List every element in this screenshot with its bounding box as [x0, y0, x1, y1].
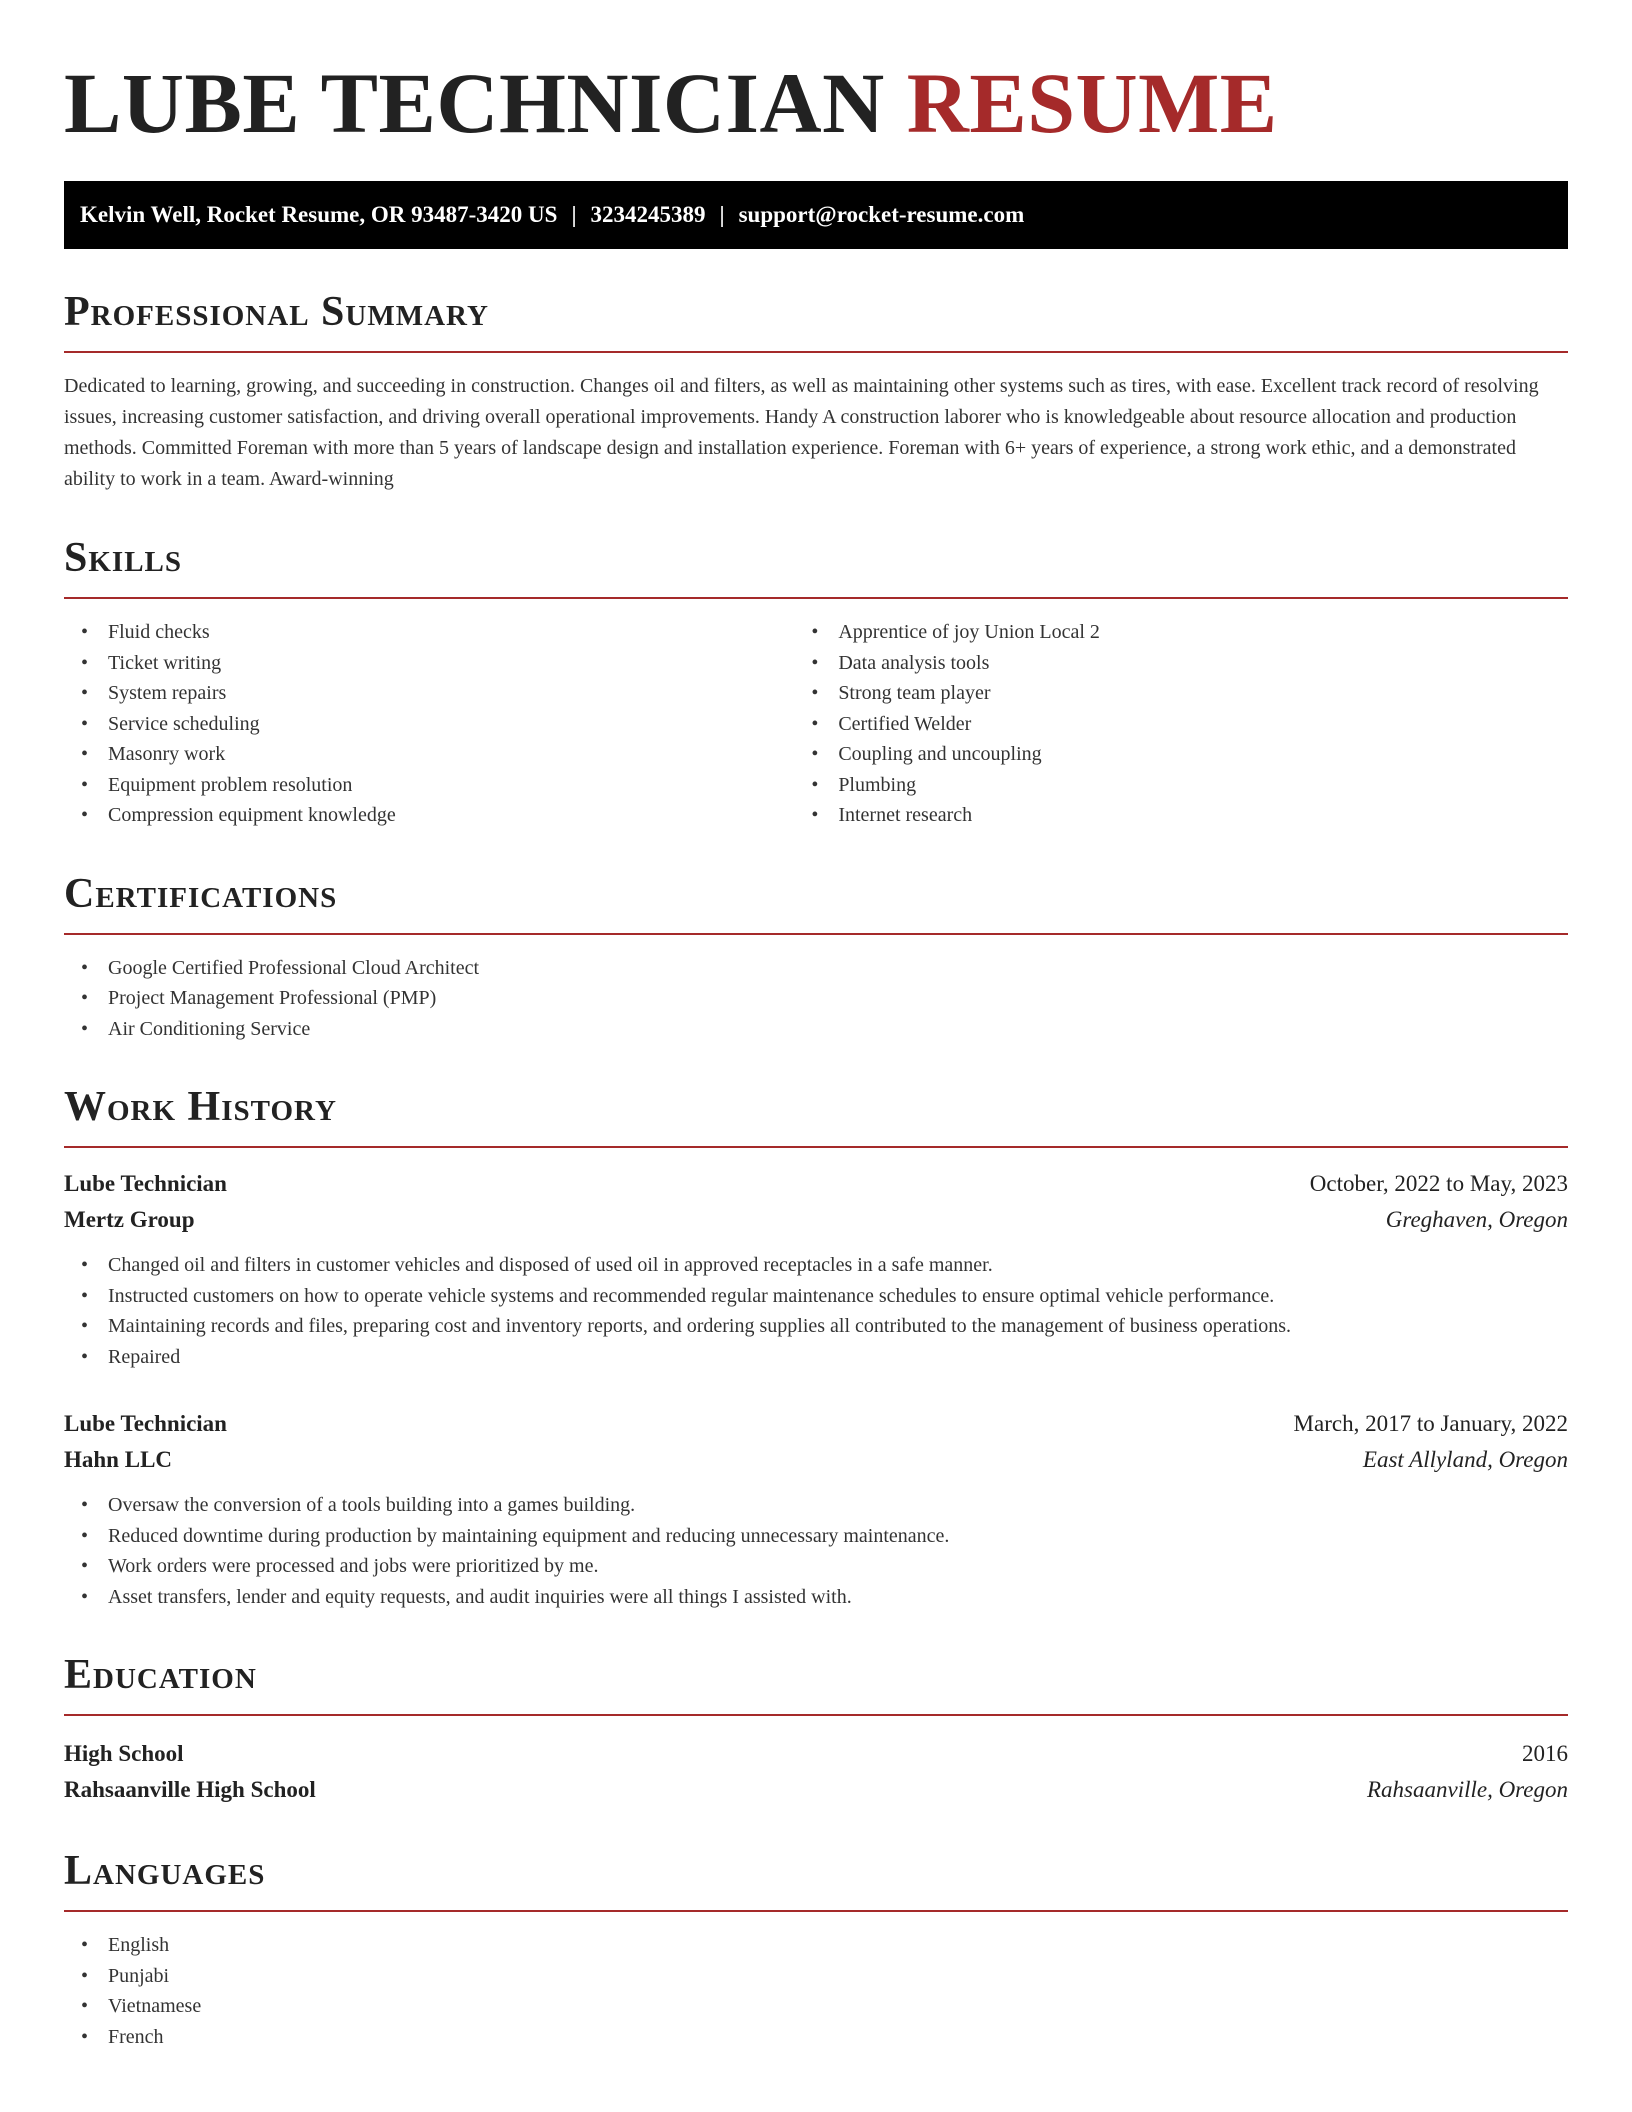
contact-phone[interactable]: 3234245389: [590, 202, 706, 227]
certifications-heading: Certifications: [64, 871, 1568, 935]
job-company: Hahn LLC: [64, 1447, 173, 1472]
contact-email[interactable]: support@rocket-resume.com: [738, 202, 1025, 227]
education-section: [64, 1652, 1568, 1808]
title-main: LUBE TECHNICIAN: [64, 55, 885, 151]
contact-separator: |: [719, 202, 725, 227]
work-history-section: [64, 1084, 1568, 1612]
work-history-heading: Work History: [64, 1084, 1568, 1148]
education-school-row: [64, 1772, 1568, 1808]
summary-heading: Professional Summary: [64, 289, 1568, 353]
job-company-row: [64, 1442, 1568, 1478]
skill-item: • System repairs: [108, 678, 794, 709]
skill-item: • Strong team player: [838, 678, 1568, 709]
language-item: • Vietnamese: [108, 1991, 1568, 2022]
job-title-row: [64, 1166, 1568, 1202]
skill-item: • Service scheduling: [108, 709, 794, 740]
page-title: [64, 56, 1568, 151]
job-duty-item: • Asset transfers, lender and equity requests, and audit inquiries were all things I assisted with.: [108, 1582, 1568, 1613]
skills-section: [64, 535, 1568, 831]
title-accent: RESUME: [906, 55, 1278, 151]
job-location: East Allyland, Oregon: [1362, 1447, 1568, 1472]
job-duty-item: • Changed oil and filters in customer vehicles and disposed of used oil in approved receptacles in a safe manner.: [108, 1250, 1568, 1281]
education-heading: Education: [64, 1652, 1568, 1716]
certifications-section: [64, 871, 1568, 1045]
job-company-row: [64, 1202, 1568, 1238]
contact-address: Kelvin Well, Rocket Resume, OR 93487-3420 US: [80, 202, 558, 227]
skills-list-right: [794, 617, 1568, 831]
language-item: • Punjabi: [108, 1961, 1568, 1992]
skill-item: • Certified Welder: [838, 709, 1568, 740]
skill-item: • Masonry work: [108, 739, 794, 770]
job-duty-item: • Oversaw the conversion of a tools building into a games building.: [108, 1490, 1568, 1521]
skill-item: • Internet research: [838, 800, 1568, 831]
contact-bar: [64, 181, 1568, 249]
job-entry: [64, 1406, 1568, 1612]
skill-item: • Plumbing: [838, 770, 1568, 801]
education-entry: [64, 1736, 1568, 1808]
job-duties-list: [64, 1490, 1568, 1612]
skill-item: • Apprentice of joy Union Local 2: [838, 617, 1568, 648]
job-entry: [64, 1166, 1568, 1372]
job-duties-list: [64, 1250, 1568, 1372]
languages-section: [64, 1848, 1568, 2052]
job-duty-item: • Repaired: [108, 1342, 1568, 1373]
education-degree-row: [64, 1736, 1568, 1772]
job-title-row: [64, 1406, 1568, 1442]
education-degree: High School: [64, 1741, 184, 1766]
skills-list-left: [64, 617, 794, 831]
job-company: Mertz Group: [64, 1207, 195, 1232]
skill-item: • Data analysis tools: [838, 648, 1568, 679]
languages-heading: Languages: [64, 1848, 1568, 1912]
skill-item: • Ticket writing: [108, 648, 794, 679]
job-duty-item: • Work orders were processed and jobs were prioritized by me.: [108, 1551, 1568, 1582]
job-title: Lube Technician: [64, 1171, 227, 1196]
skill-item: • Equipment problem resolution: [108, 770, 794, 801]
languages-list: [64, 1930, 1568, 2052]
job-location: Greghaven, Oregon: [1385, 1207, 1568, 1232]
skill-item: • Fluid checks: [108, 617, 794, 648]
language-item: • English: [108, 1930, 1568, 1961]
job-duty-item: • Maintaining records and files, preparing cost and inventory reports, and ordering supplies all contributed to the management of business operations.: [108, 1311, 1568, 1342]
job-dates: March, 2017 to January, 2022: [1293, 1411, 1568, 1436]
education-year: 2016: [1522, 1741, 1568, 1766]
job-title: Lube Technician: [64, 1411, 227, 1436]
education-location: Rahsaanville, Oregon: [1366, 1777, 1568, 1802]
job-dates: October, 2022 to May, 2023: [1309, 1171, 1568, 1196]
education-school: Rahsaanville High School: [64, 1777, 316, 1802]
skills-heading: Skills: [64, 535, 1568, 599]
summary-text: Dedicated to learning, growing, and succeeding in construction. Changes oil and filters, as well as maintaining other systems such as tires, with ease. Excellent track record of resolving issues, increasing customer satisfaction, and driving overall operational improvements. Handy A construction laborer who is knowledgeable about resource allocation and production methods. Committed Foreman with more than 5 years of landscape design and installation experience. Foreman with 6+ years of experience, a strong work ethic, and a demonstrated ability to work in a team. Award-winning: [64, 375, 1539, 490]
skills-grid: [64, 599, 1568, 831]
certification-item: • Project Management Professional (PMP): [108, 983, 1568, 1014]
job-duty-item: • Reduced downtime during production by maintaining equipment and reducing unnecessary maintenance.: [108, 1521, 1568, 1552]
contact-separator: |: [571, 202, 577, 227]
summary-section: [64, 289, 1568, 495]
skill-item: • Coupling and uncoupling: [838, 739, 1568, 770]
certifications-list: [64, 953, 1568, 1045]
language-item: • French: [108, 2022, 1568, 2053]
job-duty-item: • Instructed customers on how to operate vehicle systems and recommended regular maintenance schedules to ensure optimal vehicle performance.: [108, 1281, 1568, 1312]
skill-item: • Compression equipment knowledge: [108, 800, 794, 831]
certification-item: • Google Certified Professional Cloud Architect: [108, 953, 1568, 984]
certification-item: • Air Conditioning Service: [108, 1014, 1568, 1045]
